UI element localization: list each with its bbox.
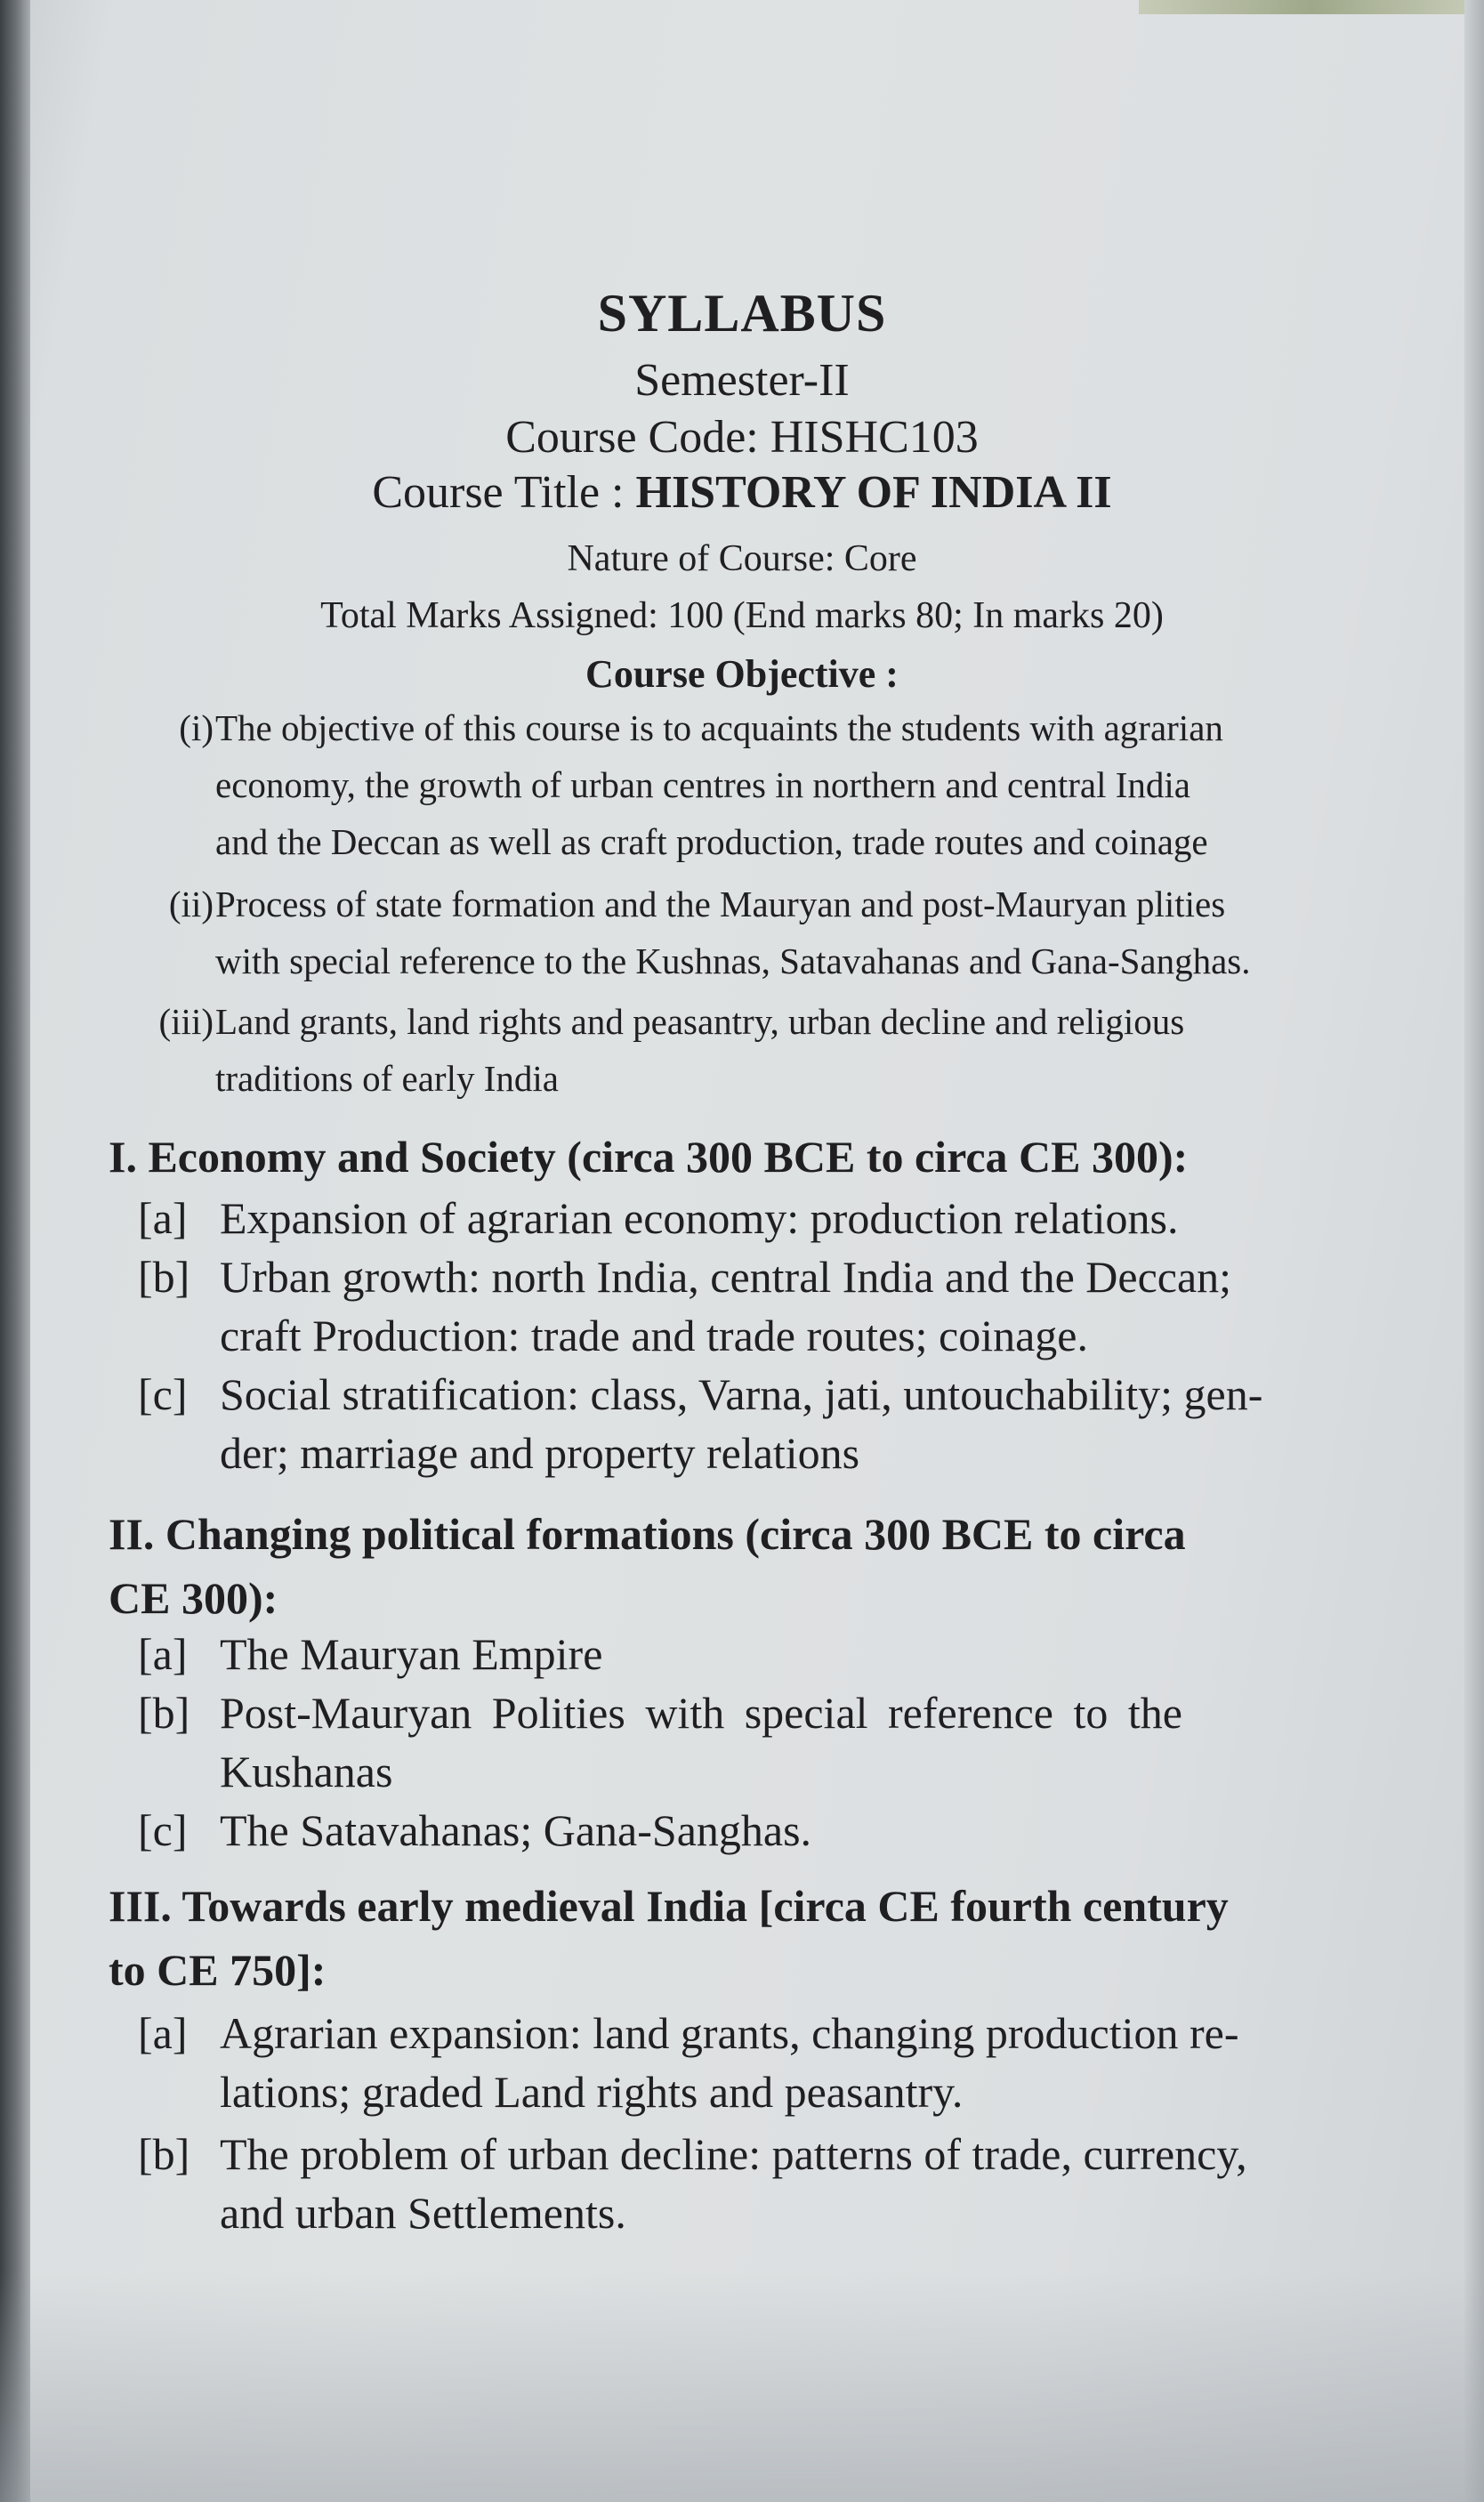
page-bottom-shadow (0, 2271, 1484, 2502)
total-marks-line: Total Marks Assigned: 100 (End marks 80; In marks 20) (320, 595, 1164, 636)
course-title-line (0, 466, 1484, 519)
objective-text (215, 699, 1470, 870)
item-text (220, 1801, 811, 1860)
objective-line: The objective of this course is to acquaints the students with agrarian (215, 707, 1223, 748)
item-line: The Satavahanas; Gana-Sanghas. (220, 1805, 812, 1855)
page-top-edge (1139, 0, 1484, 14)
objective-line: Land grants, land rights and peasantry, urban decline and religious (215, 1001, 1185, 1042)
item-label: [a] (138, 1193, 188, 1243)
section-heading-line: CE 300): (109, 1573, 278, 1623)
item-line: and urban Settlements. (220, 2188, 626, 2238)
objective-number: (i) (179, 707, 214, 748)
section-heading-political-formations (109, 1502, 1354, 1630)
objective-text (215, 876, 1470, 989)
course-objective-heading: Course Objective : (585, 652, 899, 696)
section-heading-early-medieval (109, 1874, 1354, 2002)
item-text (220, 1365, 1262, 1482)
item-label: [a] (138, 2008, 188, 2058)
objective-line: Process of state formation and the Mauryan and post-Mauryan plities (215, 884, 1226, 924)
section-heading-economy-society (109, 1125, 1354, 1189)
item-line: The Mauryan Empire (220, 1629, 603, 1679)
objective-line: traditions of early India (215, 1058, 559, 1099)
objective-line: economy, the growth of urban centres in northern and central India (215, 764, 1190, 805)
course-title-label: Course Title : (372, 467, 636, 518)
item-label: [b] (138, 1252, 190, 1302)
item-line: Urban growth: north India, central India and the Deccan; (220, 1252, 1232, 1302)
section-heading-line: to CE 750]: (109, 1945, 327, 1995)
item-label: [a] (138, 1629, 188, 1679)
item-text (220, 2125, 1247, 2242)
objective-line: and the Deccan as well as craft production, trade routes and coinage (215, 821, 1208, 862)
semester-line: Semester-II (634, 355, 850, 406)
course-title-value: HISTORY OF INDIA II (635, 467, 1112, 518)
objective-number: (iii) (158, 1001, 214, 1042)
item-label: [c] (138, 1805, 188, 1855)
page-title: SYLLABUS (597, 284, 887, 343)
section-heading-line: I. Economy and Society (circa 300 BCE to circa CE 300): (109, 1132, 1189, 1182)
item-line: Social stratification: class, Varna, jati, untouchability; gen- (220, 1369, 1263, 1419)
item-text (220, 2004, 1238, 2121)
item-line: der; marriage and property relations (220, 1428, 860, 1478)
nature-of-course-line: Nature of Course: Core (567, 538, 917, 579)
item-line: Post-Mauryan Polities with special reference to the (220, 1688, 1182, 1738)
item-label: [b] (138, 1688, 190, 1738)
section-heading-line: II. Changing political formations (circa 300 BCE to circa (109, 1509, 1186, 1559)
item-line: Expansion of agrarian economy: production relations. (220, 1193, 1179, 1243)
item-line: Kushanas (220, 1747, 393, 1796)
course-code-line: Course Code: HISHC103 (505, 412, 979, 463)
item-text (220, 1683, 1182, 1801)
section-heading-line: III. Towards early medieval India [circa CE fourth century (109, 1881, 1229, 1931)
item-line: Agrarian expansion: land grants, changing production re- (220, 2008, 1239, 2058)
item-label: [c] (138, 1369, 188, 1419)
item-text (220, 1625, 602, 1683)
objective-number: (ii) (168, 884, 214, 924)
objective-text (215, 993, 1470, 1107)
item-text (220, 1189, 1178, 1247)
item-line: The problem of urban decline: patterns of trade, currency, (220, 2129, 1247, 2179)
item-line: craft Production: trade and trade routes; coinage. (220, 1311, 1089, 1360)
objective-line: with special reference to the Kushnas, Satavahanas and Gana-Sanghas. (215, 940, 1251, 981)
item-label: [b] (138, 2129, 190, 2179)
item-line: lations; graded Land rights and peasantry. (220, 2067, 964, 2117)
item-text (220, 1247, 1231, 1365)
